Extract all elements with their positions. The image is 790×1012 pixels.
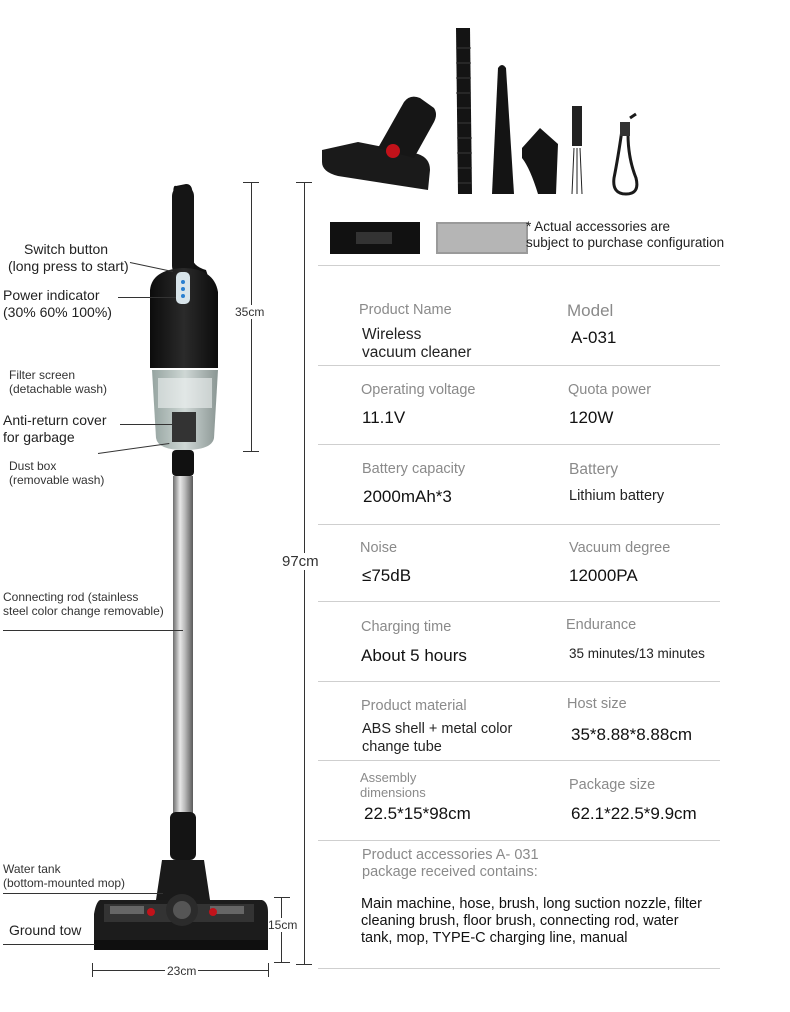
spec-key: Model (567, 301, 614, 320)
spec-key: Charging time (361, 619, 452, 635)
spec-value: 35*8.88*8.88cm (571, 725, 692, 744)
connecting-rod-label: Connecting rod (stainless steel color change removable) (3, 590, 164, 618)
spec-value: 2000mAh*3 (363, 487, 452, 506)
spec-value: ≤75dB (362, 566, 412, 585)
spec-value: 22.5*15*98cm (364, 804, 471, 823)
spec-key: Quota power (568, 382, 652, 398)
anti-return-label: Anti-return cover for garbage (3, 412, 107, 445)
spec-key: Vacuum degree (569, 540, 671, 556)
spec-key: Noise (360, 540, 398, 556)
package-key: Product accessories A- 031 package received contains: (362, 847, 539, 880)
spec-key: Host size (567, 696, 627, 712)
spec-key: Assembly dimensions (360, 770, 426, 800)
package-contents: Main machine, hose, brush, long suction nozzle, filter cleaning brush, floor brush, connecting rod, water tank, mop, TYPE-C charging line, manual (361, 896, 702, 946)
head-height-label: 15cm (268, 918, 298, 932)
head-width-label: 23cm (167, 964, 197, 978)
spec-value: About 5 hours (361, 646, 467, 665)
vacuum-illustration (0, 0, 320, 1012)
spec-key: Operating voltage (361, 382, 476, 398)
power-indicator-label: Power indicator (30% 60% 100%) (3, 287, 112, 320)
spec-value: 62.1*22.5*9.9cm (571, 804, 697, 823)
spec-value: 12000PA (569, 566, 638, 585)
filter-screen-label: Filter screen (detachable wash) (9, 368, 108, 396)
height-total-line (304, 182, 305, 964)
spec-key: Package size (569, 777, 656, 793)
divider (318, 265, 720, 266)
spec-key: Endurance (566, 617, 637, 633)
height-total-label: 97cm (282, 553, 319, 570)
spec-value: 120W (569, 408, 614, 427)
water-tank-label: Water tank (bottom-mounted mop) (3, 862, 126, 890)
spec-value: 11.1V (362, 408, 406, 427)
height-body-label: 35cm (235, 305, 265, 319)
spec-value: 35 minutes/13 minutes (569, 646, 705, 661)
spec-value: ABS shell + metal color change tube (362, 721, 513, 755)
accessories-note: * Actual accessories are subject to purchase configuration (526, 219, 725, 250)
ground-tow-label: Ground tow (9, 922, 82, 938)
spec-key: Product Name (359, 302, 452, 318)
spec-key: Battery (569, 461, 619, 478)
dust-box-label: Dust box (removable wash) (9, 459, 105, 487)
spec-value: Lithium battery (569, 488, 665, 504)
spec-value: A-031 (571, 328, 617, 347)
spec-key: Product material (361, 698, 467, 714)
switch-button-label: Switch button (long press to start) (8, 241, 129, 274)
spec-key: Battery capacity (362, 461, 466, 477)
spec-value: Wireless vacuum cleaner (362, 326, 472, 361)
